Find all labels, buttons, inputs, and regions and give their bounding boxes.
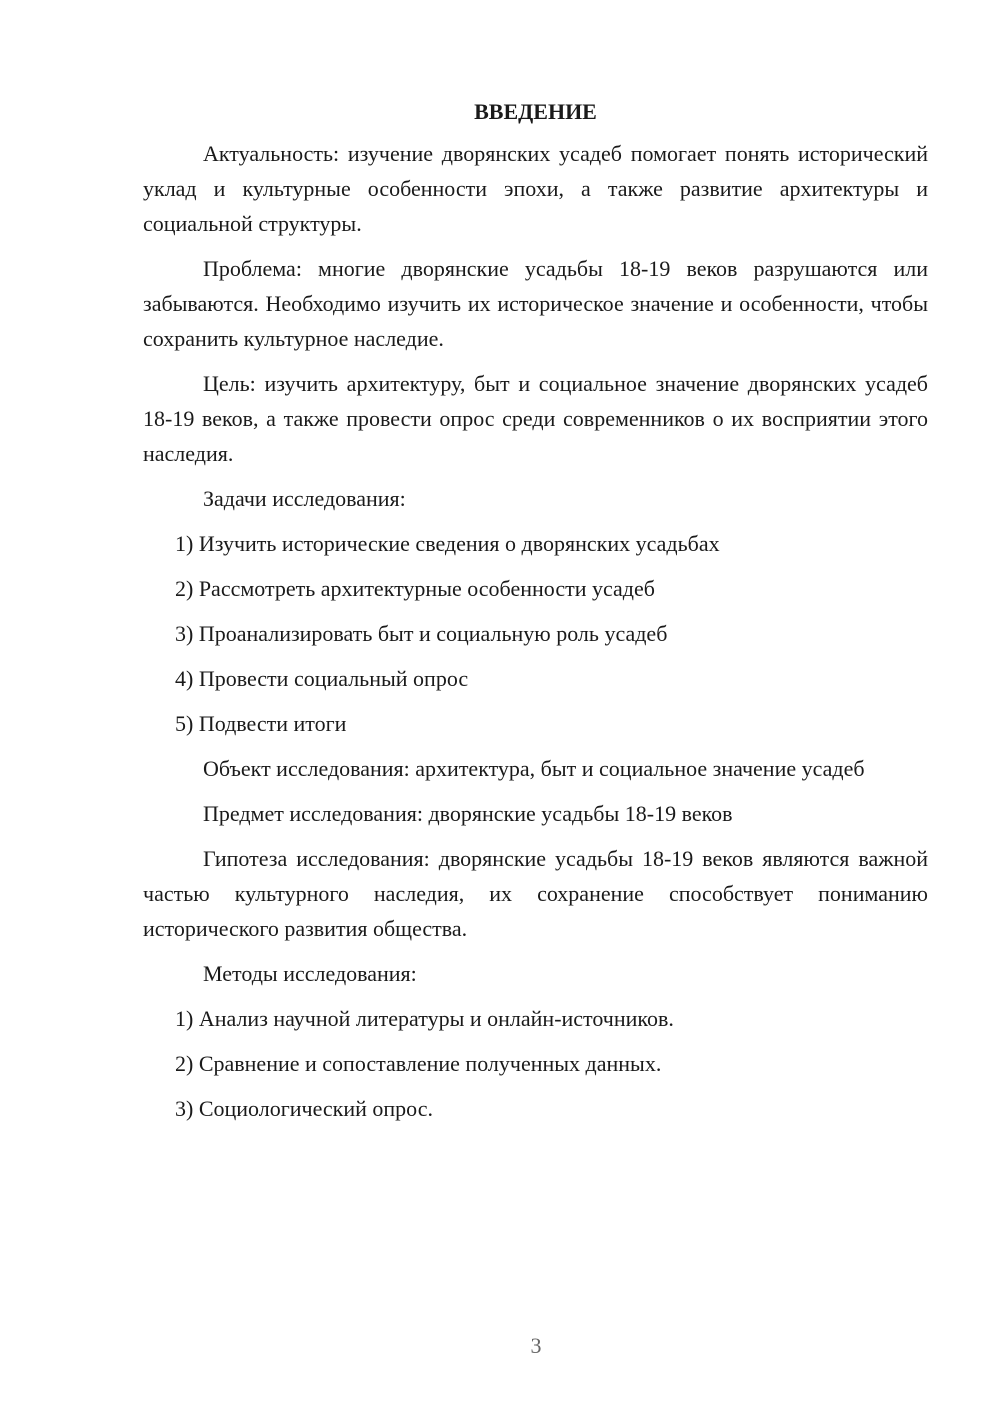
page-content [143, 94, 928, 1126]
subject-paragraph: Предмет исследования: дворянские усадьбы 18-19 веков [203, 801, 733, 826]
list-item: 3) Проанализировать быт и социальную роль усадеб [175, 621, 668, 646]
goal-paragraph: Цель: изучить архитектуру, быт и социальное значение дворянских усадеб 18-19 веков, а также провести опрос среди современников о их восприятии этого наследия. [143, 371, 928, 466]
page-title: ВВЕДЕНИЕ [474, 99, 597, 124]
list-item: 1) Изучить исторические сведения о дворянских усадьбах [175, 531, 720, 556]
list-item: 4) Провести социальный опрос [175, 666, 469, 691]
tasks-heading: Задачи исследования: [203, 486, 406, 511]
tasks-list [143, 526, 928, 741]
list-item: 2) Сравнение и сопоставление полученных данных. [175, 1051, 662, 1076]
relevance-paragraph: Актуальность: изучение дворянских усадеб помогает понять исторический уклад и культурные особенности эпохи, а также развитие архитектуры и социальной структуры. [143, 141, 928, 236]
hypothesis-paragraph: Гипотеза исследования: дворянские усадьбы 18-19 веков являются важной частью культурного наследия, их сохранение способствует пониманию исторического развития общества. [143, 846, 928, 941]
list-item: 1) Анализ научной литературы и онлайн-источников. [175, 1006, 674, 1031]
methods-list [143, 1001, 928, 1126]
object-paragraph: Объект исследования: архитектура, быт и социальное значение усадеб [203, 756, 865, 781]
list-item: 3) Социологический опрос. [175, 1096, 433, 1121]
list-item: 5) Подвести итоги [175, 711, 347, 736]
list-item: 2) Рассмотреть архитектурные особенности усадеб [175, 576, 655, 601]
page-number: 3 [530, 1333, 542, 1358]
problem-paragraph: Проблема: многие дворянские усадьбы 18-19 веков разрушаются или забываются. Необходимо изучить их историческое значение и особенности, чтобы сохранить культурное наследие. [143, 256, 928, 351]
methods-heading: Методы исследования: [203, 961, 417, 986]
